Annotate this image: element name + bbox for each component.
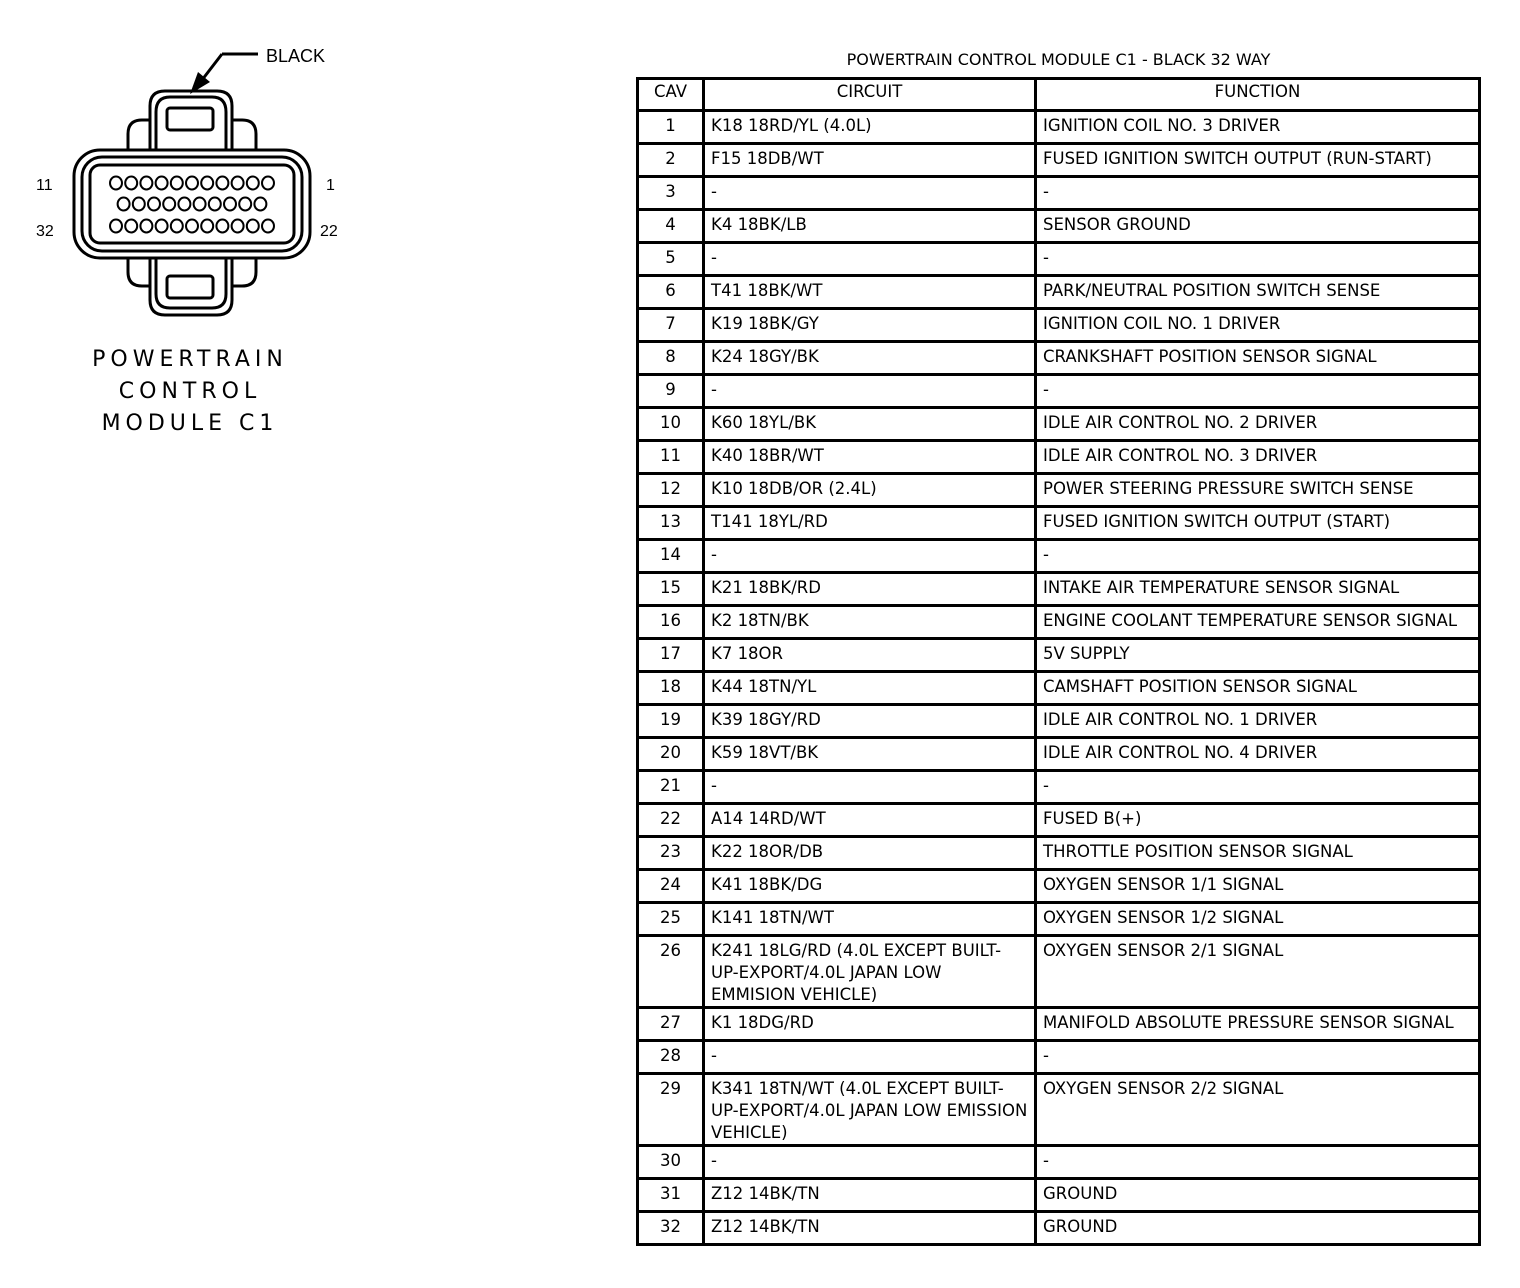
function-cell: IGNITION COIL NO. 1 DRIVER bbox=[1036, 309, 1480, 342]
circuit-cell: - bbox=[704, 1146, 1036, 1179]
cav-cell: 25 bbox=[638, 903, 704, 936]
pin-hole bbox=[247, 177, 259, 190]
cav-cell: 28 bbox=[638, 1041, 704, 1074]
pin-hole bbox=[148, 198, 160, 211]
circuit-cell: Z12 14BK/TN bbox=[704, 1179, 1036, 1212]
table-row bbox=[638, 771, 1480, 804]
table-row bbox=[638, 276, 1480, 309]
function-cell: PARK/NEUTRAL POSITION SWITCH SENSE bbox=[1036, 276, 1480, 309]
table-row bbox=[638, 837, 1480, 870]
cav-cell: 32 bbox=[638, 1212, 704, 1245]
color-callout bbox=[202, 54, 258, 80]
table-row bbox=[638, 1212, 1480, 1245]
table-row bbox=[638, 243, 1480, 276]
cav-cell: 6 bbox=[638, 276, 704, 309]
table-row bbox=[638, 1041, 1480, 1074]
table-row bbox=[638, 177, 1480, 210]
function-cell: IDLE AIR CONTROL NO. 1 DRIVER bbox=[1036, 705, 1480, 738]
pin-hole bbox=[140, 177, 152, 190]
function-cell: - bbox=[1036, 1041, 1480, 1074]
circuit-cell: K2 18TN/BK bbox=[704, 606, 1036, 639]
table-row bbox=[638, 672, 1480, 705]
pin-hole bbox=[156, 177, 168, 190]
caption-line-2: CONTROL bbox=[118, 379, 262, 404]
table-header-row bbox=[638, 79, 1480, 111]
circuit-cell: Z12 14BK/TN bbox=[704, 1212, 1036, 1245]
cav-cell: 5 bbox=[638, 243, 704, 276]
pin-hole bbox=[232, 220, 244, 233]
circuit-cell: K7 18OR bbox=[704, 639, 1036, 672]
function-cell: OXYGEN SENSOR 1/1 SIGNAL bbox=[1036, 870, 1480, 903]
table-body bbox=[638, 111, 1480, 1245]
header-cav: CAV bbox=[638, 79, 704, 111]
table-row bbox=[638, 441, 1480, 474]
pin-hole bbox=[118, 198, 130, 211]
function-cell: MANIFOLD ABSOLUTE PRESSURE SENSOR SIGNAL bbox=[1036, 1008, 1480, 1041]
connector-color-label: BLACK bbox=[266, 46, 326, 66]
pin-hole bbox=[178, 198, 190, 211]
circuit-cell: T141 18YL/RD bbox=[704, 507, 1036, 540]
table-row bbox=[638, 1008, 1480, 1041]
pin-hole bbox=[140, 220, 152, 233]
function-cell: FUSED B(+) bbox=[1036, 804, 1480, 837]
table-row bbox=[638, 342, 1480, 375]
table-row bbox=[638, 1179, 1480, 1212]
table-row bbox=[638, 540, 1480, 573]
caption-line-1: POWERTRAIN bbox=[92, 347, 288, 372]
cav-cell: 17 bbox=[638, 639, 704, 672]
caption-line-3: MODULE C1 bbox=[101, 411, 279, 436]
function-cell: INTAKE AIR TEMPERATURE SENSOR SIGNAL bbox=[1036, 573, 1480, 606]
function-cell: SENSOR GROUND bbox=[1036, 210, 1480, 243]
pin-hole bbox=[239, 198, 251, 211]
table-row bbox=[638, 408, 1480, 441]
cav-cell: 4 bbox=[638, 210, 704, 243]
circuit-cell: K19 18BK/GY bbox=[704, 309, 1036, 342]
cav-cell: 2 bbox=[638, 144, 704, 177]
table-row bbox=[638, 936, 1480, 1008]
circuit-cell: K1 18DG/RD bbox=[704, 1008, 1036, 1041]
pin-hole bbox=[133, 198, 145, 211]
function-cell: - bbox=[1036, 540, 1480, 573]
pin-hole bbox=[224, 198, 236, 211]
cav-cell: 9 bbox=[638, 375, 704, 408]
function-cell: GROUND bbox=[1036, 1212, 1480, 1245]
pin-hole bbox=[216, 177, 228, 190]
function-cell: ENGINE COOLANT TEMPERATURE SENSOR SIGNAL bbox=[1036, 606, 1480, 639]
cav-cell: 16 bbox=[638, 606, 704, 639]
circuit-cell: K341 18TN/WT (4.0L EXCEPT BUILT-UP-EXPORT/4.0L JAPAN LOW EMISSION VEHICLE) bbox=[704, 1074, 1036, 1146]
circuit-cell: K39 18GY/RD bbox=[704, 705, 1036, 738]
table-row bbox=[638, 639, 1480, 672]
circuit-cell: K41 18BK/DG bbox=[704, 870, 1036, 903]
table-title: POWERTRAIN CONTROL MODULE C1 - BLACK 32 WAY bbox=[846, 50, 1271, 69]
cav-cell: 15 bbox=[638, 573, 704, 606]
cav-cell: 30 bbox=[638, 1146, 704, 1179]
circuit-cell: K18 18RD/YL (4.0L) bbox=[704, 111, 1036, 144]
table-row bbox=[638, 144, 1480, 177]
function-cell: CAMSHAFT POSITION SENSOR SIGNAL bbox=[1036, 672, 1480, 705]
pin-hole bbox=[110, 220, 122, 233]
circuit-cell: K44 18TN/YL bbox=[704, 672, 1036, 705]
cav-cell: 18 bbox=[638, 672, 704, 705]
circuit-cell: K22 18OR/DB bbox=[704, 837, 1036, 870]
function-cell: IDLE AIR CONTROL NO. 3 DRIVER bbox=[1036, 441, 1480, 474]
cav-cell: 23 bbox=[638, 837, 704, 870]
circuit-cell: K141 18TN/WT bbox=[704, 903, 1036, 936]
pin-hole bbox=[186, 220, 198, 233]
pin-hole bbox=[110, 177, 122, 190]
table-row bbox=[638, 309, 1480, 342]
pin-label-top-left: 11 bbox=[36, 177, 53, 194]
table-row bbox=[638, 210, 1480, 243]
cav-cell: 26 bbox=[638, 936, 704, 1008]
function-cell: CRANKSHAFT POSITION SENSOR SIGNAL bbox=[1036, 342, 1480, 375]
cav-cell: 13 bbox=[638, 507, 704, 540]
cav-cell: 8 bbox=[638, 342, 704, 375]
pin-hole bbox=[125, 220, 137, 233]
circuit-cell: K59 18VT/BK bbox=[704, 738, 1036, 771]
function-cell: IGNITION COIL NO. 3 DRIVER bbox=[1036, 111, 1480, 144]
function-cell: OXYGEN SENSOR 2/2 SIGNAL bbox=[1036, 1074, 1480, 1146]
circuit-cell: A14 14RD/WT bbox=[704, 804, 1036, 837]
function-cell: OXYGEN SENSOR 1/2 SIGNAL bbox=[1036, 903, 1480, 936]
table-row bbox=[638, 1074, 1480, 1146]
pin-hole bbox=[254, 198, 266, 211]
function-cell: OXYGEN SENSOR 2/1 SIGNAL bbox=[1036, 936, 1480, 1008]
circuit-cell: - bbox=[704, 771, 1036, 804]
table-row bbox=[638, 606, 1480, 639]
pin-hole bbox=[171, 177, 183, 190]
function-cell: FUSED IGNITION SWITCH OUTPUT (RUN-START) bbox=[1036, 144, 1480, 177]
function-cell: 5V SUPPLY bbox=[1036, 639, 1480, 672]
pin-hole bbox=[201, 220, 213, 233]
circuit-cell: F15 18DB/WT bbox=[704, 144, 1036, 177]
table-row bbox=[638, 804, 1480, 837]
cav-cell: 24 bbox=[638, 870, 704, 903]
function-cell: POWER STEERING PRESSURE SWITCH SENSE bbox=[1036, 474, 1480, 507]
connector-caption bbox=[70, 344, 310, 440]
circuit-cell: - bbox=[704, 1041, 1036, 1074]
pin-hole bbox=[262, 177, 274, 190]
cav-cell: 20 bbox=[638, 738, 704, 771]
pin-label-bottom-right: 22 bbox=[320, 223, 338, 240]
cav-cell: 21 bbox=[638, 771, 704, 804]
circuit-cell: K4 18BK/LB bbox=[704, 210, 1036, 243]
circuit-cell: - bbox=[704, 243, 1036, 276]
circuit-cell: - bbox=[704, 540, 1036, 573]
circuit-cell: K21 18BK/RD bbox=[704, 573, 1036, 606]
table-row bbox=[638, 870, 1480, 903]
circuit-cell: K24 18GY/BK bbox=[704, 342, 1036, 375]
table-row bbox=[638, 1146, 1480, 1179]
pin-hole bbox=[201, 177, 213, 190]
function-cell: - bbox=[1036, 771, 1480, 804]
header-circuit: CIRCUIT bbox=[704, 79, 1036, 111]
cav-cell: 11 bbox=[638, 441, 704, 474]
pin-hole bbox=[247, 220, 259, 233]
cav-cell: 22 bbox=[638, 804, 704, 837]
cav-cell: 10 bbox=[638, 408, 704, 441]
pin-label-top-right: 1 bbox=[326, 177, 335, 194]
function-cell: FUSED IGNITION SWITCH OUTPUT (START) bbox=[1036, 507, 1480, 540]
table-row bbox=[638, 375, 1480, 408]
circuit-cell: K10 18DB/OR (2.4L) bbox=[704, 474, 1036, 507]
function-cell: - bbox=[1036, 375, 1480, 408]
circuit-cell: K40 18BR/WT bbox=[704, 441, 1036, 474]
cav-cell: 7 bbox=[638, 309, 704, 342]
cav-cell: 31 bbox=[638, 1179, 704, 1212]
pin-hole bbox=[186, 177, 198, 190]
table-row bbox=[638, 507, 1480, 540]
pin-hole bbox=[209, 198, 221, 211]
table-row bbox=[638, 573, 1480, 606]
connector-housing bbox=[74, 91, 310, 315]
circuit-cell: K60 18YL/BK bbox=[704, 408, 1036, 441]
pin-hole bbox=[163, 198, 175, 211]
pinout-table bbox=[636, 77, 1481, 1246]
table-row bbox=[638, 903, 1480, 936]
table-row bbox=[638, 738, 1480, 771]
table-row bbox=[638, 111, 1480, 144]
pin-hole bbox=[262, 220, 274, 233]
function-cell: - bbox=[1036, 243, 1480, 276]
pin-hole bbox=[156, 220, 168, 233]
function-cell: GROUND bbox=[1036, 1179, 1480, 1212]
function-cell: IDLE AIR CONTROL NO. 2 DRIVER bbox=[1036, 408, 1480, 441]
pin-hole bbox=[171, 220, 183, 233]
circuit-cell: - bbox=[704, 375, 1036, 408]
cav-cell: 27 bbox=[638, 1008, 704, 1041]
cav-cell: 12 bbox=[638, 474, 704, 507]
cav-cell: 29 bbox=[638, 1074, 704, 1146]
pin-hole bbox=[216, 220, 228, 233]
cav-cell: 1 bbox=[638, 111, 704, 144]
pin-hole bbox=[125, 177, 137, 190]
cav-cell: 19 bbox=[638, 705, 704, 738]
pin-label-bottom-left: 32 bbox=[36, 223, 54, 240]
circuit-cell: - bbox=[704, 177, 1036, 210]
circuit-cell: K241 18LG/RD (4.0L EXCEPT BUILT-UP-EXPORT/4.0L JAPAN LOW EMMISION VEHICLE) bbox=[704, 936, 1036, 1008]
cav-cell: 3 bbox=[638, 177, 704, 210]
function-cell: IDLE AIR CONTROL NO. 4 DRIVER bbox=[1036, 738, 1480, 771]
pin-hole bbox=[194, 198, 206, 211]
function-cell: - bbox=[1036, 1146, 1480, 1179]
cav-cell: 14 bbox=[638, 540, 704, 573]
pin-hole bbox=[232, 177, 244, 190]
function-cell: - bbox=[1036, 177, 1480, 210]
pin-holes bbox=[110, 177, 274, 233]
function-cell: THROTTLE POSITION SENSOR SIGNAL bbox=[1036, 837, 1480, 870]
table-row bbox=[638, 474, 1480, 507]
header-function: FUNCTION bbox=[1036, 79, 1480, 111]
circuit-cell: T41 18BK/WT bbox=[704, 276, 1036, 309]
table-row bbox=[638, 705, 1480, 738]
